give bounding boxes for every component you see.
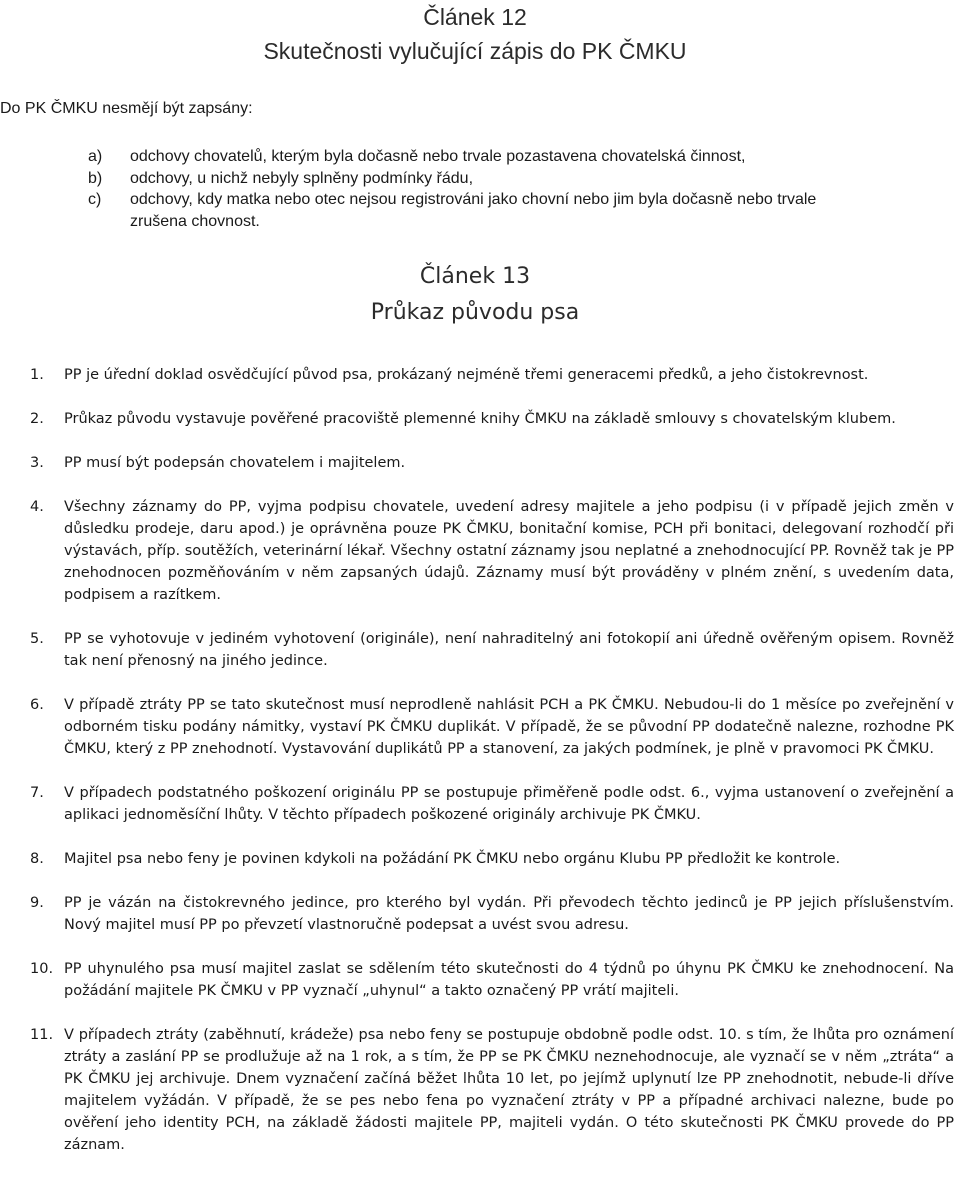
item-number: 1. [30, 367, 44, 383]
list-marker: b) [88, 169, 103, 187]
numbered-item [30, 1024, 954, 1156]
item-number: 10. [30, 961, 54, 977]
list-item [88, 189, 948, 211]
item-number: 5. [30, 631, 44, 647]
item-text: PP je vázán na čistokrevného jedince, pro kterého byl vydán. Při převodech těchto jedinců je PP jejich příslušenstvím. Nový majitel musí PP po převzetí vlastnoručně podepsat a uvést svou adresu. [64, 895, 954, 933]
item-text: V případě ztráty PP se tato skutečnost musí neprodleně nahlásit PCH a PK ČMKU. Nebudou-li do 1 měsíce po zveřejnění v odborném tisku podány námitky, vystaví PK ČMKU duplikát. V případě, že se původní PP dodatečně nalezne, rozhodne PK ČMKU, který z PP znehodnotí. Vystavování duplikátů PP a stanovení, za jakých podmínek, je plně v pravomoci PK ČMKU. [64, 697, 954, 757]
article-13-list [30, 364, 954, 1178]
item-text: Průkaz původu vystavuje pověřené pracoviště plemenné knihy ČMKU na základě smlouvy s chovatelským klubem. [64, 411, 896, 427]
numbered-item [30, 782, 954, 826]
item-number: 8. [30, 851, 44, 867]
numbered-item [30, 496, 954, 606]
list-item [88, 146, 948, 168]
item-text: PP se vyhotovuje v jediném vyhotovení (originále), není nahraditelný ani fotokopií ani úředně ověřeným opisem. Rovněž tak není přenosný na jiného jedince. [64, 631, 954, 669]
item-text: V případech ztráty (zaběhnutí, krádeže) psa nebo feny se postupuje obdobně podle odst. 10. s tím, že lhůta pro oznámení ztráty a zaslání PP se prodlužuje až na 1 rok, a s tím, že PP se PK ČMKU neznehodnocuje, ale vyznačí se v něm „ztráta“ a PK ČMKU jej archivuje. Dnem vyznačení začíná běžet lhůta 10 let, po jejímž uplynutí lze PP znehodnotit, nebude-li dříve majitelem vyžádán. V případě, že se pes nebo fena po vyznačení ztráty v PP a případné archivaci nalezne, bude po ověření jeho identity PCH, na základě žádosti majitele PP, majiteli vydán. O této skutečnosti PK ČMKU provede do PP záznam. [64, 1027, 954, 1153]
item-number: 9. [30, 895, 44, 911]
numbered-item [30, 892, 954, 936]
list-continuation: zrušena chovnost. [130, 212, 260, 230]
numbered-item [30, 848, 954, 870]
list-marker: a) [88, 148, 103, 165]
list-text: odchovy chovatelů, kterým byla dočasně nebo trvale pozastavena chovatelská činnost, [130, 148, 746, 165]
item-text: Všechny záznamy do PP, vyjma podpisu chovatele, uvedení adresy majitele a jeho podpisu (i v případě jejich změn v důsledku prodeje, daru apod.) je oprávněna pouze PK ČMKU, bonitační komise, PCH při bonitaci, delegovaní rozhodčí při výstavách, příp. soutěžích, veterinární lékař. Všechny ostatní záznamy jsou neplatné a znehodnocující PP. Rovněž tak je PP znehodnocen pozměňováním v něm zapsaných údajů. Záznamy musí být prováděny v plném znění, s uvedením data, podpisem a razítkem. [64, 499, 955, 603]
list-marker: c) [88, 191, 102, 208]
item-number: 3. [30, 455, 44, 471]
article-13-title: Článek 13 [419, 264, 531, 289]
item-number: 7. [30, 785, 44, 801]
item-text: PP uhynulého psa musí majitel zaslat se sdělením této skutečnosti do 4 týdnů po úhynu PK ČMKU ke znehodnocení. Na požádání majitele PK ČMKU v PP vyznačí „uhynul“ a takto označený PP vrátí majiteli. [64, 961, 954, 999]
item-text: PP musí být podepsán chovatelem i majitelem. [64, 455, 406, 471]
article-12-intro: Do PK ČMKU nesmějí být zapsány: [0, 100, 253, 117]
article-12-title: Článek 12 [423, 4, 527, 30]
item-text: V případech podstatného poškození originálu PP se postupuje přiměřeně podle odst. 6., vyjma ustanovení o zveřejnění a aplikaci jednoměsíční lhůty. V těchto případech poškozené originály archivuje PK ČMKU. [64, 785, 954, 823]
item-number: 11. [30, 1027, 54, 1043]
article-12-list [88, 146, 948, 232]
list-item [88, 168, 948, 190]
item-text: Majitel psa nebo feny je povinen kdykoli na požádání PK ČMKU nebo orgánu Klubu PP předložit ke kontrole. [64, 851, 841, 867]
numbered-item [30, 364, 954, 386]
article-12-subtitle: Skutečnosti vylučující zápis do PK ČMKU [263, 38, 687, 64]
numbered-item [30, 958, 954, 1002]
numbered-item [30, 452, 954, 474]
list-text: odchovy, u nichž nebyly splněny podmínky řádu, [130, 169, 474, 187]
item-number: 4. [30, 499, 44, 515]
item-text: PP je úřední doklad osvědčující původ psa, prokázaný nejméně třemi generacemi předků, a jeho čistokrevnost. [64, 367, 869, 383]
numbered-item [30, 694, 954, 760]
list-text: odchovy, kdy matka nebo otec nejsou registrováni jako chovní nebo jim byla dočasně nebo trvale [130, 191, 817, 208]
article-13-subtitle: Průkaz původu psa [370, 300, 580, 325]
item-number: 6. [30, 697, 44, 713]
item-number: 2. [30, 411, 44, 427]
numbered-item [30, 408, 954, 430]
numbered-item [30, 628, 954, 672]
